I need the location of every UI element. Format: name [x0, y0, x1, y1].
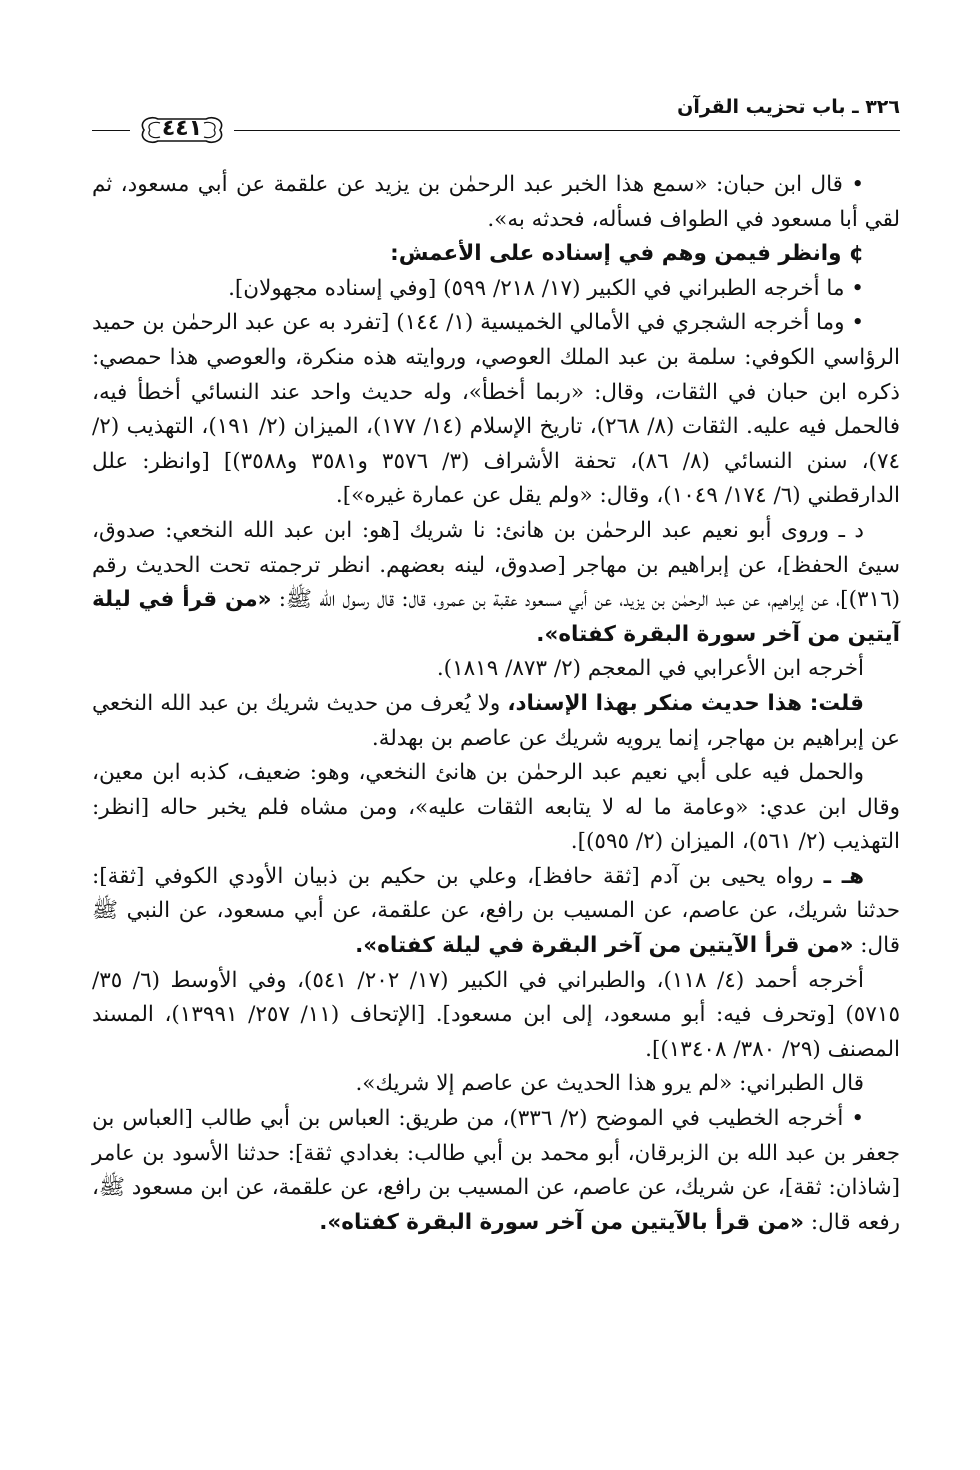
main-text — [92, 168, 900, 1240]
paragraph — [92, 860, 900, 964]
paragraph: أخرجه ابن الأعرابي في المعجم (٢/ ٨٧٣/ ١٨١٩). — [436, 656, 864, 682]
section-letter: هـ ـ — [823, 863, 865, 889]
paragraph — [92, 514, 900, 652]
paragraph-text: د ـ وروى أبو نعيم عبد الرحمٰن بن هانئ: نا شريك [هو: ابن عبد الله النخعي: صدوق، سيئ الحفظ]، عن إبراهيم بن مهاجر [صدوق، لينه بعضهم. انظر ترجمته تحت الحديث رقم (٣١٦)]، عن إبراهيم، عن عبد الرحمٰن بن يزيد، عن أبي مسعود عقبة بن عمرو، قال: قال رسول الله ﷺ: — [92, 517, 901, 613]
hadith-text: «من قرأ الآيتين من آخر البقرة في ليلة كفتاه». — [355, 933, 854, 959]
paragraph-text: رواه يحيى بن آدم [ثقة حافظ]، وعلي بن حكيم بن ذبيان الأودي الكوفي [ثقة]: حدثنا شريك، عن عاصم، عن المسيب بن رافع، عن علقمة، عن أبي مسعود، عن النبي ﷺ قال: — [92, 863, 900, 959]
page-header — [92, 96, 900, 141]
section-heading: ¢ وانظر فيمن وهم في إسناده على الأعمش: — [390, 241, 864, 267]
paragraph: • قال ابن حبان: «سمع هذا الخبر عبد الرحمٰن بن يزيد عن علقمة عن أبي مسعود، ثم لقي أبا مسعود في الطواف فسأله، فحدثه به». — [92, 172, 900, 232]
paragraph: أخرجه أحمد (٤/ ١١٨)، والطبراني في الكبير (١٧/ ٢٠٢/ ٥٤١)، وفي الأوسط (٦/ ٣٥/ ٥٧١٥) [وتحرف فيه: أبو مسعود، إلى ابن مسعود]. [الإتحاف (١١/ ٢٥٧/ ١٣٩٩١)، المسند المصنف (٢٩/ ٣٨٠/ ١٣٤٠٨)]. — [92, 967, 900, 1062]
paragraph: قال الطبراني: «لم يرو هذا الحديث عن عاصم إلا شريك». — [355, 1071, 864, 1097]
hadith-text: «من قرأ بالآيتين من آخر سورة البقرة كفتاه». — [319, 1209, 805, 1235]
hadith-text: «من قرأ في ليلة آيتين من آخر سورة البقرة كفتاه». — [92, 587, 900, 647]
paragraph: • وما أخرجه الشجري في الأمالي الخميسية (١/ ١٤٤) [تفرد به عن عبد الرحمٰن بن حميد الرؤاسي الكوفي: سلمة بن عبد الملك العوصي، وروايته هذه منكرة، والعوصي هذا حمصي: ذكره ابن حبان في الثقات، وقال: «ربما أخطأ»، وله حديث واحد عند النسائي أخطأ فيه، فالحمل فيه عليه. الثقات (٨/ ٢٦٨)، تاريخ الإسلام (١٤/ ١٧٧)، الميزان (٢/ ١٩١)، التهذيب (٢/ ٧٤)، سنن النسائي (٨/ ٨٦)، تحفة الأشراف (٣/ ٣٥٧٦ و٣٥٨١ و٣٥٨٨)] [وانظر: علل الدارقطني (٦/ ١٧٤/ ١٠٤٩)، وقال: «ولم يقل عن عمارة غيره»]. — [92, 310, 901, 509]
page-number-badge — [130, 113, 234, 147]
paragraph: • ما أخرجه الطبراني في الكبير (١٧/ ٢١٨/ ٥٩٩) [وفي إسناده مجهولان]. — [228, 275, 864, 301]
paragraph-text: • أخرجه الخطيب في الموضح (٢/ ٣٣٦)، من طريق: العباس بن أبي طالب [العباس بن جعفر بن عبد الله بن الزبرقان، أبو محمد بن أبي طالب: بغدادي ثقة]: حدثنا الأسود بن عامر [شاذان: ثقة]، عن شريك، عن عاصم، عن المسيب بن رافع، عن علقمة، عن ابن مسعود ﷺ، رفعه قال: — [92, 1106, 900, 1235]
running-title: ٣٢٦ ـ باب تحزيب القرآن — [677, 96, 900, 118]
paragraph — [92, 237, 900, 272]
paragraph: والحمل فيه على أبي نعيم عبد الرحمٰن بن هانئ النخعي، وهو: ضعيف، كذبه ابن معين، وقال ابن عدي: «وعامة ما له لا يتابعه الثقات عليه»، ومن مشاه فلم يخبر حاله [انظر: التهذيب (٢/ ٥٦١)، الميزان (٢/ ٥٩٥)]. — [92, 760, 900, 855]
page-number: ٤٤١ — [161, 116, 203, 141]
paragraph — [92, 687, 900, 756]
paragraph-text: ولا يُعرف من حديث شريك بن عبد الله النخعي عن إبراهيم بن مهاجر، إنما يرويه شريك عن عاصم بن بهدلة. — [92, 690, 900, 751]
paragraph — [92, 1102, 900, 1240]
verdict-text: قلت: هذا حديث منكر بهذا الإسناد، — [507, 690, 864, 716]
